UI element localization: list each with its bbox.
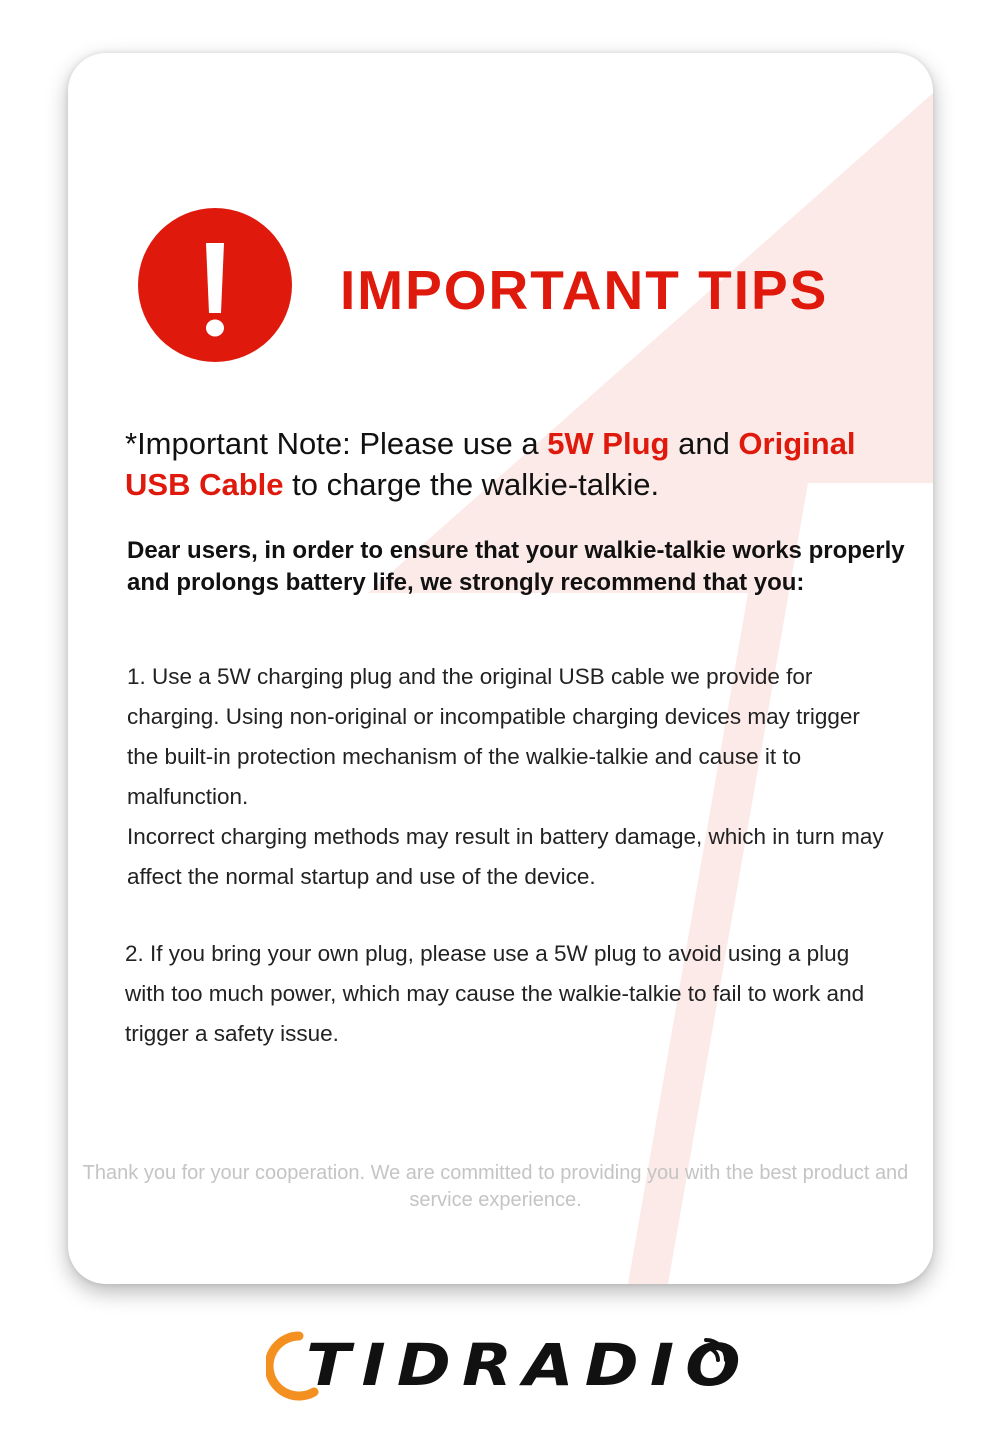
note-middle: and	[669, 426, 739, 461]
note-cable-highlight: Original USB Cable	[125, 426, 856, 502]
thank-you-footer: Thank you for your cooperation. We are committed to providing you with the best product and service experience.	[82, 1162, 909, 1211]
note-suffix: to charge the walkie-talkie.	[283, 467, 660, 502]
tips-card	[68, 53, 933, 1284]
intro-paragraph: Dear users, in order to ensure that your walkie-talkie works properly and prolongs battery life, we strongly recommend that you:	[127, 537, 905, 596]
tip-1-text: 1. Use a 5W charging plug and the original USB cable we provide for charging. Using non-original or incompatible charging devices may trigger the built-in protection mechanism of the walkie-talkie and cause it to malfunction.	[127, 664, 860, 809]
brand-logo	[266, 1330, 752, 1410]
exclamation-circle-icon	[137, 207, 293, 363]
tip-item-1	[127, 657, 887, 897]
note-plug-highlight: 5W Plug	[547, 426, 670, 461]
important-note	[125, 423, 905, 505]
tip-2-text: 2. If you bring your own plug, please use a 5W plug to avoid using a plug with too much power, which may cause the walkie-talkie to fail to work and trigger a safety issue.	[125, 941, 865, 1046]
tip-item-2	[125, 934, 885, 1054]
brand-wordmark: TIDRADIO	[306, 1331, 752, 1399]
note-prefix: *Important Note: Please use a	[125, 426, 548, 461]
tip-1-extra: Incorrect charging methods may result in battery damage, which in turn may affect the normal startup and use of the device.	[127, 824, 884, 889]
page-title: IMPORTANT TIPS	[340, 259, 829, 321]
